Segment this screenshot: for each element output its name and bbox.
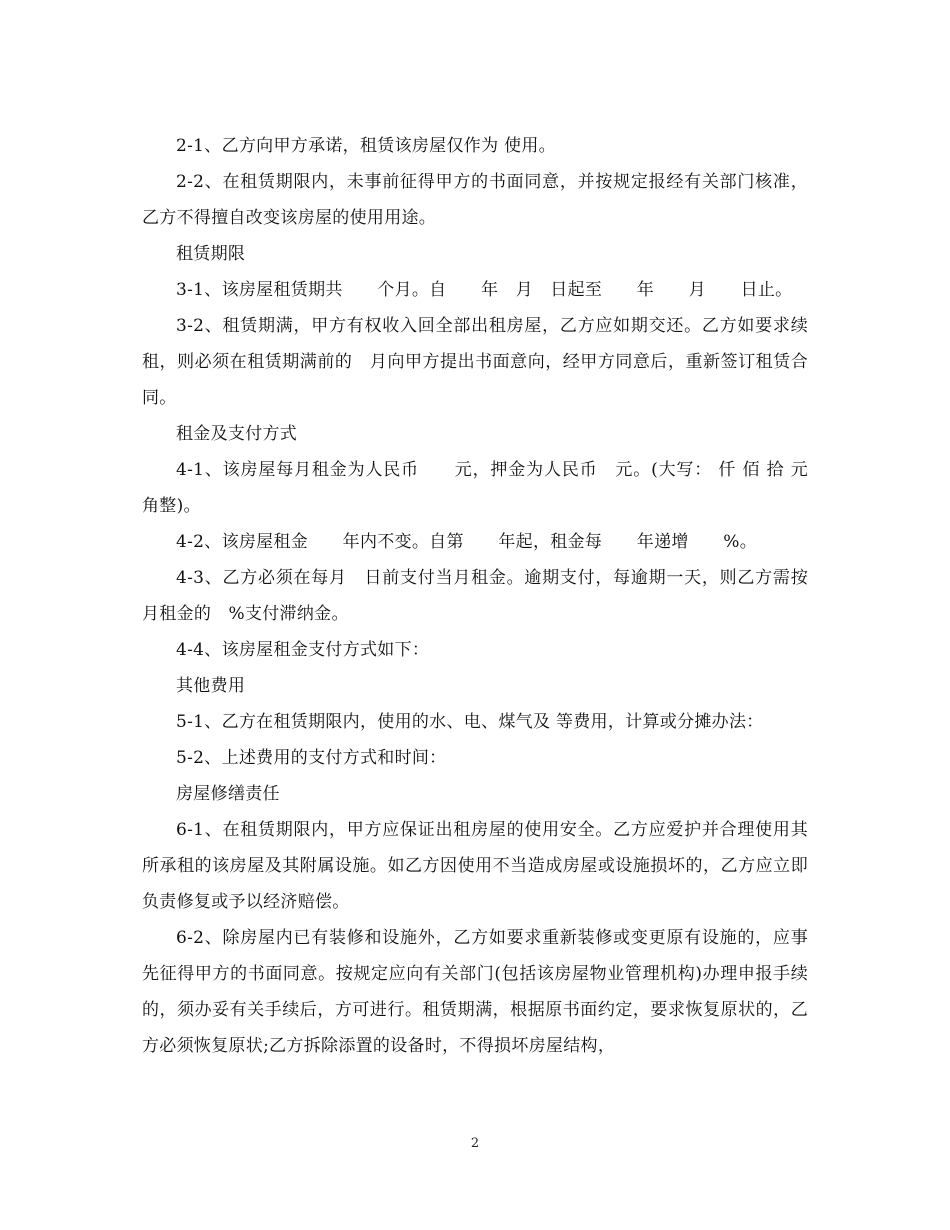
clause-5-1: 5-1、乙方在租赁期限内，使用的水、电、煤气及 等费用，计算或分摊办法： [176, 712, 764, 732]
clause-6-1: 6-1、在租赁期限内，甲方应保证出租房屋的使用安全。乙方应爱护并合理使用其所承租的该房屋及其附属设施。如乙方因使用不当造成房屋或设施损坏的，乙方应立即负责修复或予以经济赔偿。 [142, 820, 808, 912]
section-heading-other-fees: 其他费用 [176, 676, 246, 696]
clause-6-2: 6-2、除房屋内已有装修和设施外，乙方如要求重新装修或变更原有设施的，应事先征得甲方的书面同意。按规定应向有关部门(包括该房屋物业管理机构)办理申报手续的，须办妥有关手续后，方可进行。租赁期满，根据原书面约定，要求恢复原状的，乙方必须恢复原状;乙方拆除添置的设备时，不得损坏房屋结构， [142, 928, 808, 1056]
clause-3-2: 3-2、租赁期满，甲方有权收入回全部出租房屋，乙方应如期交还。乙方如要求续租，则必须在租赁期满前的 月向甲方提出书面意向，经甲方同意后，重新签订租赁合同。 [142, 316, 808, 408]
document-body [142, 128, 814, 1064]
clause-2-1: 2-1、乙方向甲方承诺，租赁该房屋仅作为 使用。 [176, 136, 556, 156]
page-number: 2 [470, 1136, 480, 1151]
section-heading-lease-term: 租赁期限 [176, 244, 246, 264]
clause-4-4: 4-4、该房屋租金支付方式如下： [176, 640, 430, 660]
section-heading-rent-payment: 租金及支付方式 [176, 424, 298, 444]
clause-3-1: 3-1、该房屋租赁期共 个月。自 年 月 日起至 年 月 日止。 [176, 280, 793, 300]
clause-4-2: 4-2、该房屋租金 年内不变。自第 年起，租金每 年递增 %。 [176, 532, 758, 552]
clause-4-1: 4-1、该房屋每月租金为人民币 元，押金为人民币 元。(大写： 仟 佰 拾 元 角整)。 [142, 460, 814, 516]
clause-2-2: 2-2、在租赁期限内，未事前征得甲方的书面同意，并按规定报经有关部门核准，乙方不得擅自改变该房屋的使用用途。 [142, 172, 808, 228]
clause-4-3: 4-3、乙方必须在每月 日前支付当月租金。逾期支付，每逾期一天，则乙方需按月租金的 %支付滞纳金。 [142, 568, 808, 624]
clause-5-2: 5-2、上述费用的支付方式和时间： [176, 748, 447, 768]
section-heading-repair-responsibility: 房屋修缮责任 [176, 784, 280, 804]
